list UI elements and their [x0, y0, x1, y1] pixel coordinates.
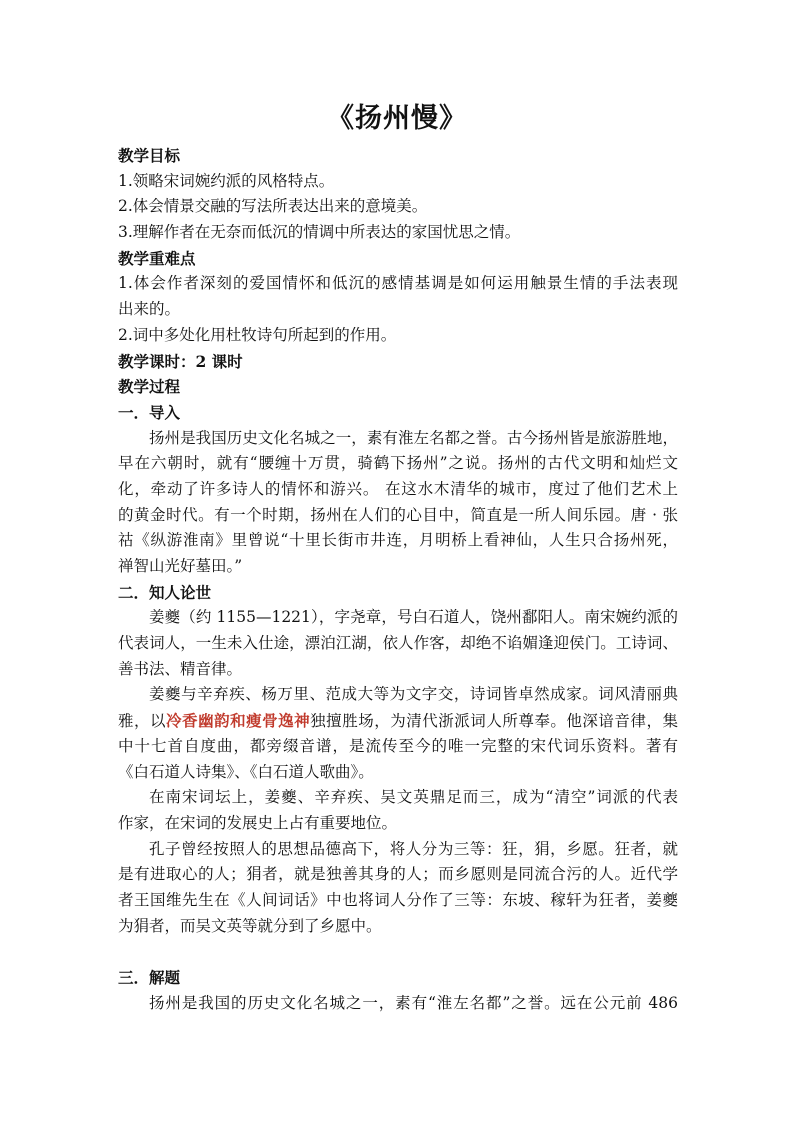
author-p1-line-2: 代表词人，一生未入仕途，漂泊江湖，依人作客，却绝不谄媚逢迎侯门。工诗词、 [118, 634, 678, 653]
author-p1-line-1: 姜夔（约 1155—1221），字尧章，号白石道人，饶州鄱阳人。南宋婉约派的 [149, 608, 678, 627]
page-title: 《扬州慢》 [327, 103, 467, 134]
subsection-heading-intro: 一．导入 [118, 402, 181, 422]
author-p2-line-2 [118, 708, 678, 734]
goal-item-2: 2.体会情景交融的写法所表达出来的意境美。 [118, 197, 428, 216]
author-p4-line-3: 者王国维先生在《人间词话》中也将词人分作了三等：东坡、稼轩为狂者，姜夔 [118, 890, 678, 909]
explain-line-1: 扬州是我国的历史文化名城之一，素有“淮左名都”之誉。远在公元前 486 [149, 993, 678, 1012]
author-p4-line-1: 孔子曾经按照人的思想品德高下，将人分为三等：狂，狷，乡愿。狂者，就 [149, 839, 678, 858]
author-p2-line-2-post: 独擅胜场，为清代浙派词人所尊奉。他深谙音律，集 [310, 712, 678, 731]
document-body [118, 143, 678, 1016]
difficulty-line-3: 2.词中多处化用杜牧诗句所起到的作用。 [118, 325, 397, 344]
intro-line-4: 的黄金时代。有一个时期，扬州在人们的心目中，简直是一所人间乐园。唐 · 张 [118, 505, 678, 524]
teaching-hours: 教学课时：2 课时 [118, 351, 243, 371]
subsection-heading-explain: 三．解题 [118, 968, 181, 987]
intro-line-1: 扬州是我国历史文化名城之一，素有淮左名都之誉。古今扬州皆是旅游胜地， [149, 428, 678, 447]
author-p2-line-2-pre: 雅，以 [118, 712, 167, 731]
highlighted-phrase: 冷香幽韵和瘦骨逸神 [166, 711, 311, 731]
author-p2-line-3: 中十七首自度曲，都旁缀音谱，是流传至今的唯一完整的宋代词乐资料。著有 [118, 736, 678, 755]
section-heading-goals: 教学目标 [118, 146, 181, 165]
author-p4-line-2: 是有进取心的人；狷者，就是独善其身的人；而乡愿则是同流合污的人。近代学 [118, 865, 678, 884]
blank-line [118, 939, 678, 965]
intro-line-6: 禅智山光好墓田。” [118, 557, 243, 575]
author-p3-line-1: 在南宋词坛上，姜夔、辛弃疾、吴文英鼎足而三，成为“清空”词派的代表 [149, 788, 678, 807]
author-p2-line-1: 姜夔与辛弃疾、杨万里、范成大等为文字交，诗词皆卓然成家。词风清丽典 [149, 685, 678, 704]
author-p1-line-3: 善书法、精音律。 [118, 659, 243, 678]
intro-line-3: 化，牵动了许多诗人的情怀和游兴。 在这水木清华的城市，度过了他们艺术上 [118, 479, 678, 498]
section-heading-process: 教学过程 [118, 377, 181, 397]
intro-line-2: 早在六朝时，就有“腰缠十万贯，骑鹤下扬州”之说。扬州的古代文明和灿烂文 [118, 454, 678, 473]
goal-item-1: 1.领略宋词婉约派的风格特点。 [118, 171, 335, 190]
author-p2-line-4: 《白石道人诗集》、《白石道人歌曲》。 [118, 762, 374, 781]
author-p3-line-2: 作家，在宋词的发展史上占有重要地位。 [118, 813, 398, 832]
difficulty-line-2: 出来的。 [118, 300, 181, 319]
goal-item-3: 3.理解作者在无奈而低沉的情调中所表达的家国忧思之情。 [118, 223, 521, 242]
section-heading-difficulties: 教学重难点 [118, 248, 196, 268]
difficulty-line-1: 1.体会作者深刻的爱国情怀和低沉的感情基调是如何运用触景生情的手法表现 [118, 274, 678, 293]
subsection-heading-author: 二．知人论世 [118, 582, 212, 602]
intro-line-5: 祜《纵游淮南》里曾说“十里长街市井连，月明桥上看神仙，人生只合扬州死， [118, 531, 678, 550]
author-p4-line-4: 为狷者，而吴文英等就分到了乡愿中。 [118, 916, 382, 935]
